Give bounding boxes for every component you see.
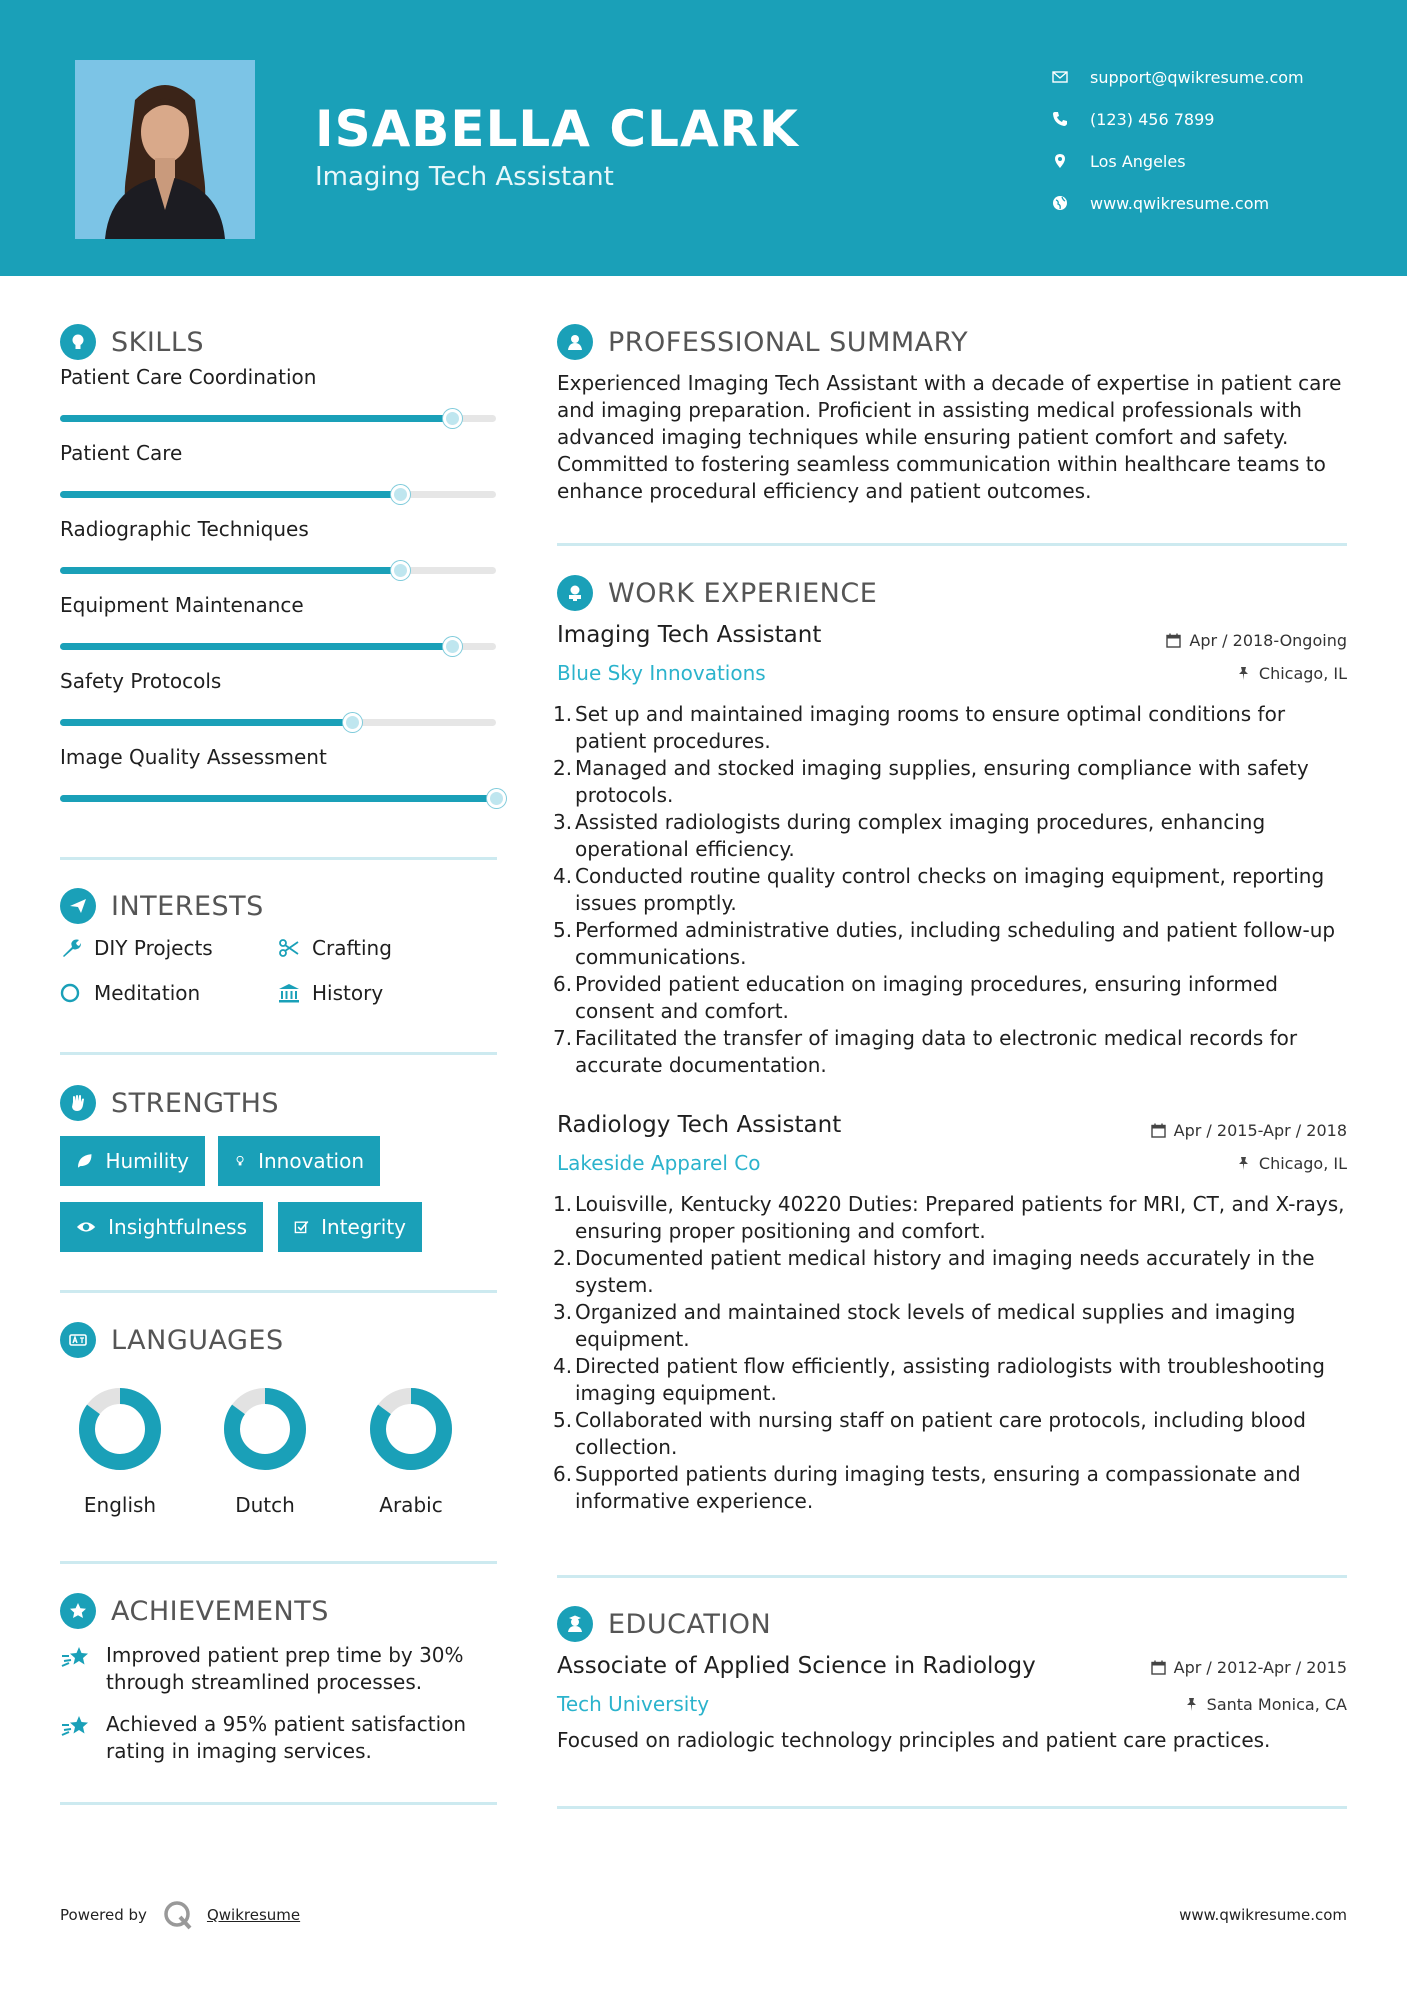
strength-label: Insightfulness bbox=[108, 1215, 247, 1239]
contact-location bbox=[1052, 140, 1372, 182]
company-name: Blue Sky Innovations bbox=[557, 661, 766, 685]
interest-item bbox=[60, 981, 200, 1005]
briefcase-icon bbox=[557, 575, 593, 611]
list-item: Managed and stocked imaging supplies, ensuring compliance with safety protocols. bbox=[575, 756, 1309, 807]
star-badge-icon bbox=[60, 1593, 96, 1629]
section-divider bbox=[60, 1561, 497, 1564]
graduate-icon bbox=[557, 1606, 593, 1642]
skill-item bbox=[60, 441, 500, 517]
section-divider bbox=[557, 1575, 1347, 1578]
skill-label: Patient Care bbox=[60, 441, 183, 465]
interest-item bbox=[278, 981, 383, 1005]
experience-heading bbox=[557, 575, 877, 611]
contact-website[interactable] bbox=[1052, 182, 1372, 224]
skill-item bbox=[60, 669, 500, 745]
eye-icon bbox=[76, 1216, 96, 1238]
list-item: Organized and maintained stock levels of medical supplies and imaging equipment. bbox=[575, 1300, 1296, 1351]
list-item: Provided patient education on imaging procedures, ensuring informed consent and comfort. bbox=[575, 972, 1278, 1023]
language-label: Dutch bbox=[235, 1493, 295, 1517]
achievement-item bbox=[60, 1642, 500, 1696]
skill-fill bbox=[60, 491, 400, 498]
language-donut bbox=[367, 1385, 455, 1473]
job-duties-list bbox=[557, 701, 1347, 1079]
circle-icon bbox=[60, 982, 82, 1004]
job-location-text: Chicago, IL bbox=[1258, 664, 1347, 683]
interest-label: History bbox=[312, 981, 384, 1005]
skill-item bbox=[60, 745, 500, 821]
achievement-item bbox=[60, 1711, 500, 1765]
skill-label: Image Quality Assessment bbox=[60, 745, 327, 769]
job-dates-text: Apr / 2015-Apr / 2018 bbox=[1173, 1121, 1347, 1140]
strength-label: Innovation bbox=[258, 1149, 364, 1173]
languages-heading bbox=[60, 1322, 284, 1358]
lightbulb-icon bbox=[234, 1150, 246, 1172]
school-name: Tech University bbox=[557, 1692, 710, 1716]
interest-label: Meditation bbox=[94, 981, 201, 1005]
location-pin-icon bbox=[1052, 153, 1090, 169]
paper-plane-icon bbox=[60, 888, 96, 924]
education-heading bbox=[557, 1606, 771, 1642]
contact-phone[interactable] bbox=[1052, 98, 1372, 140]
strength-badge bbox=[218, 1136, 380, 1186]
brand-link[interactable]: Qwikresume bbox=[206, 1906, 301, 1924]
strengths-heading bbox=[60, 1085, 279, 1121]
strength-badge bbox=[60, 1202, 263, 1252]
strength-badge bbox=[60, 1136, 205, 1186]
list-item: Supported patients during imaging tests, ensuring a compassionate and informative experience. bbox=[575, 1462, 1301, 1513]
list-item: Facilitated the transfer of imaging data to electronic medical records for accurate documentation. bbox=[575, 1026, 1298, 1077]
achievements-heading bbox=[60, 1593, 329, 1629]
education-dates-text: Apr / 2012-Apr / 2015 bbox=[1173, 1658, 1347, 1677]
skill-track bbox=[60, 795, 496, 802]
wrench-icon bbox=[60, 937, 82, 959]
contact-email-text: support@qwikresume.com bbox=[1090, 67, 1304, 87]
job-location bbox=[1236, 1154, 1347, 1173]
section-divider bbox=[557, 543, 1347, 546]
skill-label: Patient Care Coordination bbox=[60, 365, 317, 389]
pushpin-icon bbox=[1184, 1697, 1199, 1712]
contact-email[interactable] bbox=[1052, 56, 1372, 98]
interest-item bbox=[278, 936, 392, 960]
section-divider bbox=[557, 1806, 1347, 1809]
education-location bbox=[1184, 1695, 1347, 1714]
powered-by-text: Powered by bbox=[60, 1906, 147, 1924]
language-donut bbox=[221, 1385, 309, 1473]
achievement-text: Improved patient prep time by 30% through streamlined processes. bbox=[106, 1643, 464, 1694]
globe-icon bbox=[1052, 195, 1090, 211]
museum-icon bbox=[278, 982, 300, 1004]
skill-track bbox=[60, 491, 496, 498]
language-item bbox=[351, 1385, 471, 1517]
contact-phone-text: (123) 456 7899 bbox=[1090, 109, 1215, 129]
skill-fill bbox=[60, 719, 352, 726]
contact-list bbox=[1052, 56, 1372, 224]
section-divider bbox=[60, 857, 497, 860]
skill-label: Radiographic Techniques bbox=[60, 517, 309, 541]
skill-fill bbox=[60, 795, 496, 802]
skill-fill bbox=[60, 415, 452, 422]
list-item: Documented patient medical history and imaging needs accurately in the system. bbox=[575, 1246, 1315, 1297]
contact-location-text: Los Angeles bbox=[1090, 151, 1186, 171]
skill-item bbox=[60, 365, 500, 441]
contact-website-text: www.qwikresume.com bbox=[1090, 193, 1270, 213]
list-item: Conducted routine quality control checks on imaging equipment, reporting issues promptly. bbox=[575, 864, 1325, 915]
skill-knob bbox=[443, 637, 462, 656]
interest-label: Crafting bbox=[312, 936, 392, 960]
footer-website[interactable]: www.qwikresume.com bbox=[1179, 1906, 1347, 1924]
skill-track bbox=[60, 643, 496, 650]
job-title: Radiology Tech Assistant bbox=[557, 1112, 842, 1138]
skill-knob bbox=[443, 409, 462, 428]
skill-knob bbox=[487, 789, 506, 808]
skill-track bbox=[60, 567, 496, 574]
achievement-text: Achieved a 95% patient satisfaction rating in imaging services. bbox=[106, 1712, 467, 1763]
calendar-icon bbox=[1166, 633, 1181, 648]
hand-icon bbox=[60, 1085, 96, 1121]
calendar-icon bbox=[1151, 1123, 1166, 1138]
skill-item bbox=[60, 517, 500, 593]
skill-item bbox=[60, 593, 500, 669]
job-location-text: Chicago, IL bbox=[1258, 1154, 1347, 1173]
education-title: EDUCATION bbox=[608, 1608, 772, 1640]
job-dates-text: Apr / 2018-Ongoing bbox=[1189, 631, 1347, 650]
checkbox-icon bbox=[294, 1216, 309, 1238]
list-item: Directed patient flow efficiently, assisting radiologists with troubleshooting imaging equipment. bbox=[575, 1354, 1325, 1405]
lightbulb-icon bbox=[60, 324, 96, 360]
list-item: Performed administrative duties, including scheduling and patient follow-up communications. bbox=[575, 918, 1336, 969]
translate-icon bbox=[60, 1322, 96, 1358]
scissors-icon bbox=[278, 937, 300, 959]
education-dates bbox=[1151, 1658, 1347, 1677]
summary-heading bbox=[557, 324, 968, 360]
strength-label: Humility bbox=[105, 1149, 189, 1173]
skill-fill bbox=[60, 643, 452, 650]
candidate-role: Imaging Tech Assistant bbox=[315, 162, 614, 192]
section-divider bbox=[60, 1802, 497, 1805]
skill-label: Safety Protocols bbox=[60, 669, 222, 693]
achievements-title: ACHIEVEMENTS bbox=[111, 1595, 329, 1627]
list-item: Set up and maintained imaging rooms to ensure optimal conditions for patient procedures. bbox=[575, 702, 1286, 753]
job-title: Imaging Tech Assistant bbox=[557, 622, 822, 648]
language-label: Arabic bbox=[379, 1493, 443, 1517]
job-location bbox=[1236, 664, 1347, 683]
education-location-text: Santa Monica, CA bbox=[1206, 1695, 1347, 1714]
interests-heading bbox=[60, 888, 264, 924]
skill-track bbox=[60, 415, 496, 422]
job-dates bbox=[1166, 631, 1347, 650]
section-divider bbox=[60, 1290, 497, 1293]
language-item bbox=[205, 1385, 325, 1517]
list-item: Collaborated with nursing staff on patient care protocols, including blood collection. bbox=[575, 1408, 1306, 1459]
qwikresume-logo-icon bbox=[161, 1898, 195, 1932]
strength-badge bbox=[278, 1202, 422, 1252]
interest-label: DIY Projects bbox=[94, 936, 213, 960]
education-description: Focused on radiologic technology principles and patient care practices. bbox=[557, 1728, 1271, 1752]
skills-heading bbox=[60, 324, 204, 360]
envelope-icon bbox=[1052, 69, 1090, 85]
candidate-name: ISABELLA CLARK bbox=[315, 100, 799, 158]
calendar-icon bbox=[1151, 1660, 1166, 1675]
interest-item bbox=[60, 936, 213, 960]
strength-label: Integrity bbox=[321, 1215, 406, 1239]
footer-powered-by bbox=[60, 1898, 300, 1932]
job-duties-list bbox=[557, 1191, 1347, 1515]
experience-title: WORK EXPERIENCE bbox=[608, 577, 878, 609]
summary-title: PROFESSIONAL SUMMARY bbox=[608, 326, 969, 358]
skill-fill bbox=[60, 567, 400, 574]
list-item: Louisville, Kentucky 40220 Duties: Prepared patients for MRI, CT, and X-rays, ensuring proper positioning and comfort. bbox=[575, 1192, 1345, 1243]
strengths-title: STRENGTHS bbox=[111, 1087, 280, 1119]
skill-label: Equipment Maintenance bbox=[60, 593, 304, 617]
skill-knob bbox=[343, 713, 362, 732]
skills-list bbox=[60, 365, 500, 821]
language-item bbox=[60, 1385, 180, 1517]
list-item: Assisted radiologists during complex imaging procedures, enhancing operational efficiency. bbox=[575, 810, 1266, 861]
phone-icon bbox=[1052, 111, 1090, 127]
shooting-star-icon bbox=[60, 1644, 92, 1672]
languages-title: LANGUAGES bbox=[111, 1324, 284, 1356]
job-dates bbox=[1151, 1121, 1347, 1140]
degree-title: Associate of Applied Science in Radiology bbox=[557, 1653, 1036, 1679]
skill-knob bbox=[391, 485, 410, 504]
section-divider bbox=[60, 1052, 497, 1055]
summary-text: Experienced Imaging Tech Assistant with a decade of expertise in patient care and imaging preparation. Proficient in assisting medical professionals with advanced imaging techniques while ensuring patient comfort and safety. Committed to fostering seamless communication within healthcare teams to enhance procedural efficiency and patient outcomes. bbox=[557, 371, 1342, 503]
shooting-star-icon bbox=[60, 1713, 92, 1741]
language-donut bbox=[76, 1385, 164, 1473]
user-icon bbox=[557, 324, 593, 360]
language-label: English bbox=[83, 1493, 157, 1517]
pushpin-icon bbox=[1236, 666, 1251, 681]
header-banner bbox=[0, 0, 1407, 276]
skill-knob bbox=[391, 561, 410, 580]
portrait-image bbox=[75, 60, 255, 239]
interests-title: INTERESTS bbox=[111, 890, 264, 922]
skill-track bbox=[60, 719, 496, 726]
skills-title: SKILLS bbox=[111, 326, 205, 358]
leaf-icon bbox=[76, 1150, 93, 1172]
company-name: Lakeside Apparel Co bbox=[557, 1151, 761, 1175]
pushpin-icon bbox=[1236, 1156, 1251, 1171]
profile-photo bbox=[75, 60, 255, 239]
